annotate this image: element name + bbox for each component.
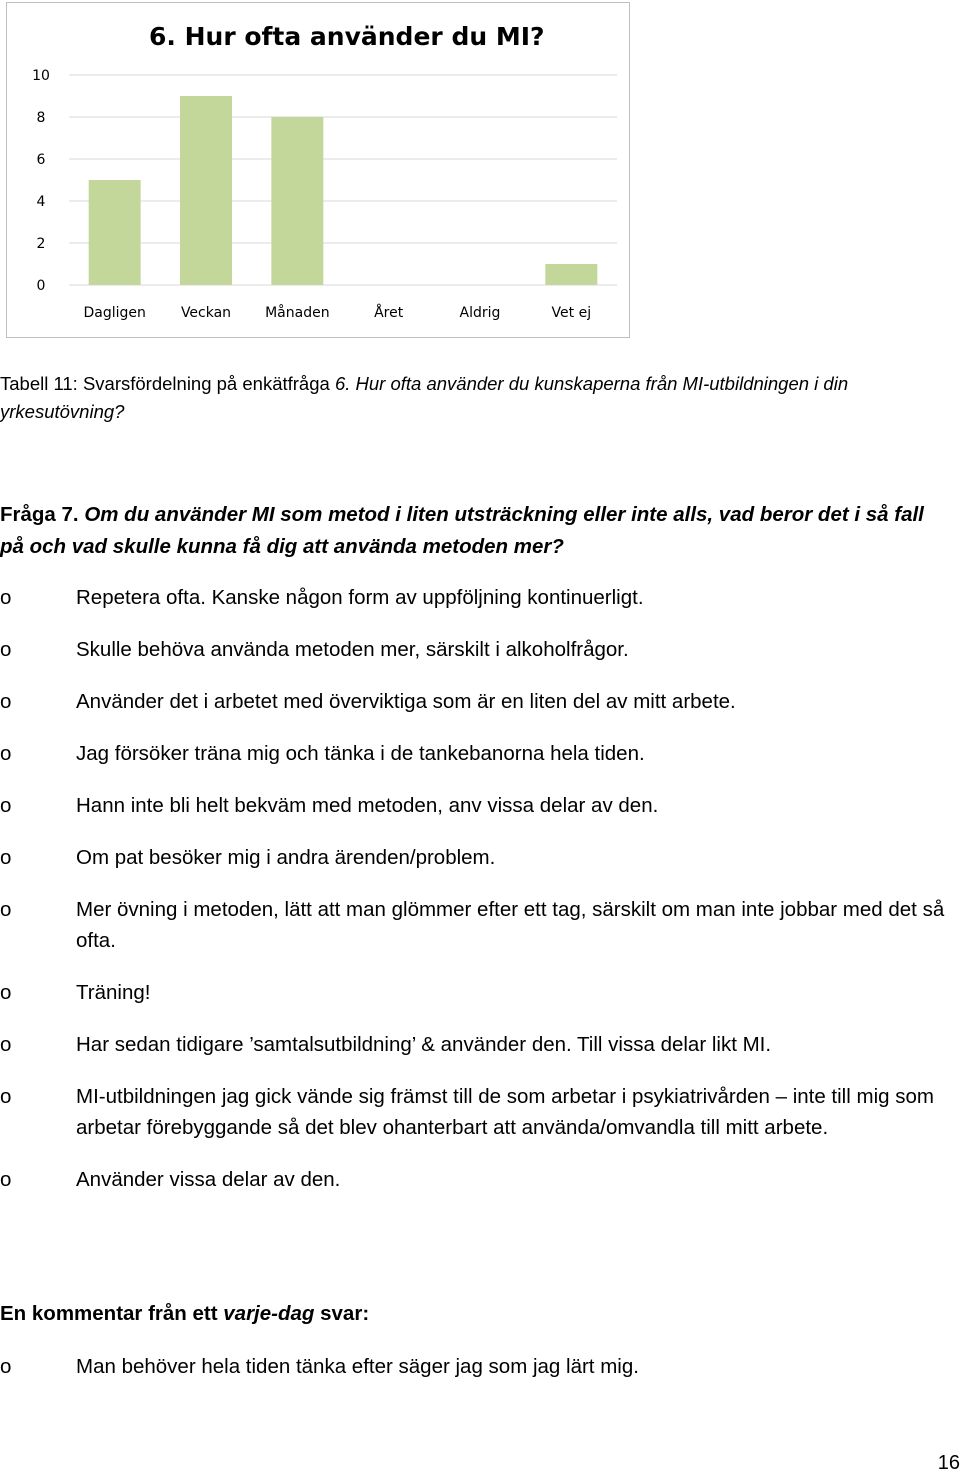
list-item-text: Om pat besöker mig i andra ärenden/problem. xyxy=(76,846,496,869)
comment-suffix: svar: xyxy=(314,1302,370,1325)
list-item xyxy=(0,1081,960,1143)
bullet-marker: o xyxy=(0,1085,12,1108)
bullet-marker: o xyxy=(0,1168,12,1191)
list-item-text: MI-utbildningen jag gick vände sig främst till de som arbetar i psykiatrivården – inte till mig som arbetar förebyggande så det blev ohanterbart att använda/omvandla till mitt arbete. xyxy=(76,1085,934,1139)
list-item-text: Använder vissa delar av den. xyxy=(76,1168,341,1191)
y-tick-label: 10 xyxy=(32,68,50,84)
bar-5 xyxy=(545,264,597,285)
list-item-text: Mer övning i metoden, lätt att man glömmer efter ett tag, särskilt om man inte jobbar med det så ofta. xyxy=(76,898,945,952)
y-tick-label: 6 xyxy=(36,152,46,168)
list-item xyxy=(0,977,960,1008)
list-item xyxy=(0,738,960,769)
list-item-text: Använder det i arbetet med överviktiga som är en liten del av mitt arbete. xyxy=(76,690,736,713)
list-item-text: Jag försöker träna mig och tänka i de tankebanorna hela tiden. xyxy=(76,742,645,765)
bullet-marker: o xyxy=(0,898,12,921)
list-item-text: Skulle behöva använda metoden mer, särskilt i alkoholfrågor. xyxy=(76,638,629,661)
question-7 xyxy=(0,499,950,563)
list-item xyxy=(0,582,960,613)
list-item-text: Har sedan tidigare ’samtalsutbildning’ & använder den. Till vissa delar likt MI. xyxy=(76,1033,772,1056)
bar-0 xyxy=(89,180,141,285)
comment-prefix: En kommentar från ett xyxy=(0,1302,224,1325)
caption-question: 6. Hur ofta använder du kunskaperna från MI-utbildningen i din yrkesutövning? xyxy=(0,373,849,422)
bullet-marker: o xyxy=(0,1033,12,1056)
bullet-marker: o xyxy=(0,846,12,869)
y-tick-label: 8 xyxy=(36,110,46,126)
list-item xyxy=(0,1164,960,1195)
list-item xyxy=(0,790,960,821)
chart-plot xyxy=(7,3,631,339)
bullet-marker: o xyxy=(0,981,12,1004)
list-item xyxy=(0,1029,960,1060)
x-tick-label: Månaden xyxy=(265,305,330,321)
bullet-marker: o xyxy=(0,742,12,765)
question-7-prefix: Fråga 7. xyxy=(0,503,85,526)
list-item-text: Man behöver hela tiden tänka efter säger jag som jag lärt mig. xyxy=(76,1355,639,1378)
list-item xyxy=(0,686,960,717)
bullet-marker: o xyxy=(0,586,12,609)
comment-emphasis: varje-dag xyxy=(223,1302,315,1325)
bar-2 xyxy=(271,117,323,285)
list-item xyxy=(0,842,960,873)
bullet-marker: o xyxy=(0,794,12,817)
comment-heading xyxy=(0,1298,950,1330)
list-item xyxy=(0,1351,960,1382)
answer-list xyxy=(0,582,960,1216)
comment-list xyxy=(0,1351,960,1403)
chart-title: 6. Hur ofta använder du MI? xyxy=(149,22,545,51)
bar-1 xyxy=(180,96,232,285)
question-7-text: Om du använder MI som metod i liten utsträckning eller inte alls, vad beror det i så fall på och vad skulle kunna få dig att använda metoden mer? xyxy=(0,503,924,558)
x-tick-label: Aldrig xyxy=(459,305,501,321)
x-tick-label: Året xyxy=(374,305,404,321)
x-tick-label: Dagligen xyxy=(83,305,146,321)
page-number: 16 xyxy=(937,1452,960,1474)
caption-prefix: Tabell 11: Svarsfördelning på enkätfråga xyxy=(0,373,335,394)
list-item-text: Repetera ofta. Kanske någon form av uppföljning kontinuerligt. xyxy=(76,586,644,609)
x-tick-label: Vet ej xyxy=(551,305,592,321)
table-caption xyxy=(0,370,950,426)
bullet-marker: o xyxy=(0,690,12,713)
bullet-marker: o xyxy=(0,1355,12,1378)
list-item-text: Hann inte bli helt bekväm med metoden, anv vissa delar av den. xyxy=(76,794,659,817)
bullet-marker: o xyxy=(0,638,12,661)
x-tick-label: Veckan xyxy=(180,305,232,321)
list-item xyxy=(0,634,960,665)
y-tick-label: 0 xyxy=(36,278,46,294)
list-item-text: Träning! xyxy=(76,981,151,1004)
y-tick-label: 2 xyxy=(36,236,46,252)
y-tick-label: 4 xyxy=(36,194,46,210)
list-item xyxy=(0,894,960,956)
bar-chart xyxy=(6,2,630,338)
